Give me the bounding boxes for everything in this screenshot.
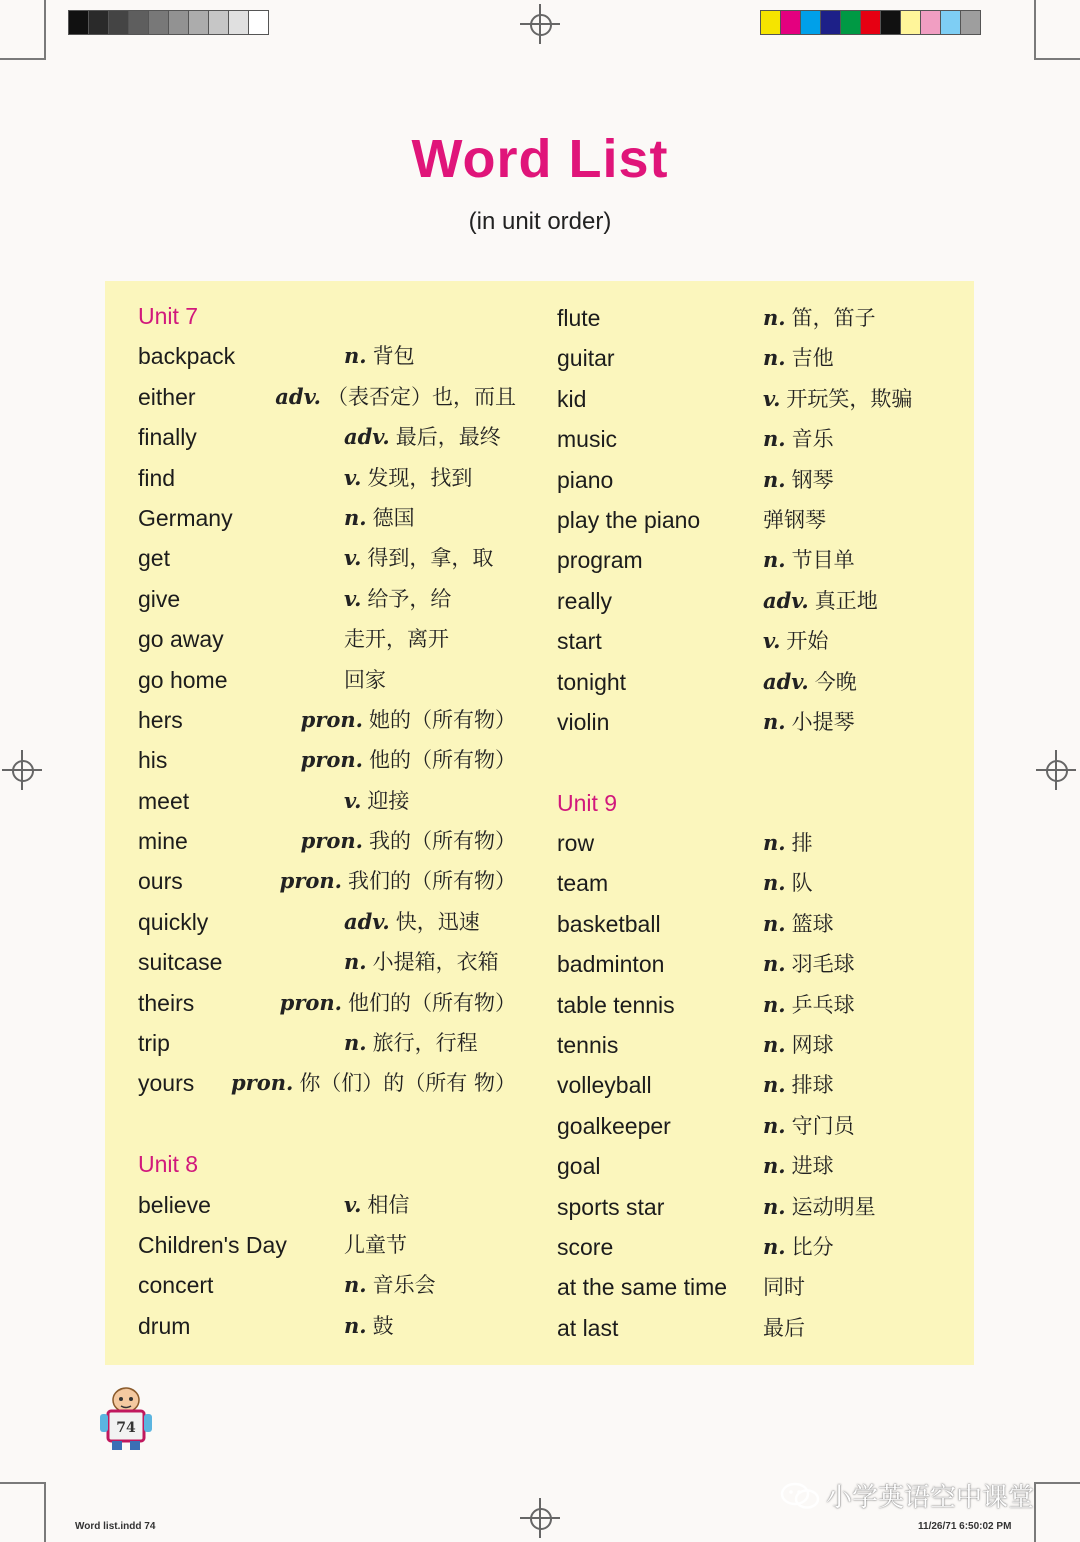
chinese-definition (344, 538, 493, 578)
meaning-text: 走开，离开 (344, 627, 449, 652)
meaning-text: 守门员 (791, 1113, 855, 1138)
english-word: volleyball (557, 1072, 652, 1099)
page-subtitle: (in unit order) (468, 208, 612, 235)
chinese-definition (763, 621, 828, 661)
english-word: hers (138, 706, 183, 733)
english-word: play the piano (557, 506, 701, 533)
part-of-speech: v. (344, 1191, 362, 1217)
english-word: start (557, 628, 602, 655)
english-word: program (557, 547, 643, 574)
meaning-text: 德国 (372, 505, 415, 530)
part-of-speech: n. (344, 1312, 367, 1338)
chinese-definition (763, 985, 855, 1025)
chinese-definition (763, 944, 855, 984)
english-word: quickly (138, 908, 209, 935)
part-of-speech: n. (763, 345, 786, 371)
word-entry (557, 904, 957, 944)
word-entry (557, 1106, 957, 1146)
meaning-text: 儿童节 (344, 1232, 407, 1257)
calibration-swatch (248, 10, 269, 35)
meaning-text: 快，迅速 (395, 909, 480, 934)
part-of-speech: pron. (300, 706, 363, 732)
registration-mark-icon (520, 4, 560, 44)
english-word: drum (138, 1312, 191, 1339)
word-entry (138, 1225, 538, 1265)
english-word: go away (138, 626, 224, 653)
english-word: guitar (557, 345, 615, 372)
word-entry (138, 1185, 538, 1225)
crop-mark (0, 1482, 46, 1484)
part-of-speech: v. (344, 585, 362, 611)
english-word: finally (138, 424, 197, 451)
english-word: tennis (557, 1032, 619, 1059)
meaning-text: 开玩笑，欺骗 (786, 386, 913, 411)
word-entry (138, 1306, 538, 1346)
part-of-speech: n. (344, 1272, 367, 1298)
calibration-swatch (880, 10, 901, 35)
english-word: his (138, 747, 168, 774)
english-word: believe (138, 1191, 211, 1218)
word-entry (557, 702, 957, 742)
part-of-speech: n. (344, 1030, 367, 1056)
meaning-text: （表否定）也，而且 (327, 384, 516, 409)
registration-mark-icon (520, 1498, 560, 1538)
word-entry (557, 338, 957, 378)
meaning-text: 钢琴 (791, 467, 834, 492)
chinese-definition (344, 579, 451, 619)
chinese-definition (344, 458, 472, 498)
part-of-speech: n. (763, 466, 786, 492)
part-of-speech: n. (344, 343, 367, 369)
chinese-definition (763, 1227, 834, 1267)
word-entry (138, 336, 538, 376)
english-word: table tennis (557, 991, 675, 1018)
chinese-definition (344, 336, 415, 376)
word-entry (138, 1265, 538, 1305)
word-entry (557, 500, 957, 540)
spacer (138, 1104, 538, 1144)
chinese-definition (763, 1308, 805, 1348)
color-calibration-bar (760, 10, 980, 35)
english-word: kid (557, 385, 587, 412)
footer-timestamp: 11/26/71 6:50:02 PM (918, 1521, 1012, 1532)
meaning-text: 排球 (791, 1073, 834, 1098)
watermark-text: 小学英语空中课堂 (826, 1482, 1035, 1512)
chinese-definition (763, 581, 878, 621)
english-word: score (557, 1233, 614, 1260)
word-entry (557, 863, 957, 903)
chinese-definition (344, 1306, 394, 1346)
chinese-definition (301, 700, 516, 740)
word-entry (138, 579, 538, 619)
calibration-swatch (820, 10, 841, 35)
spacer (557, 742, 957, 782)
meaning-text: 比分 (791, 1234, 834, 1259)
english-word: really (557, 587, 612, 614)
chinese-definition (344, 902, 480, 942)
word-entry (557, 1267, 957, 1307)
meaning-text: 他的（所有物） (369, 748, 516, 773)
chinese-definition (763, 500, 826, 540)
calibration-swatch (108, 10, 129, 35)
word-entry (557, 460, 957, 500)
crop-mark (0, 58, 46, 60)
meaning-text: 笛，笛子 (791, 306, 876, 330)
crop-mark (1034, 58, 1080, 60)
grayscale-calibration-bar (68, 10, 268, 35)
word-entry (138, 902, 538, 942)
part-of-speech: pron. (230, 1070, 294, 1096)
english-word: music (557, 426, 618, 453)
chinese-definition (763, 338, 834, 378)
english-word: give (138, 585, 181, 612)
meaning-text: 运动明星 (791, 1194, 876, 1219)
part-of-speech: n. (763, 1193, 786, 1219)
word-entry (557, 944, 957, 984)
wechat-icon (780, 1481, 820, 1511)
word-entry (138, 458, 538, 498)
meaning-text: 吉他 (791, 346, 834, 371)
calibration-swatch (88, 10, 109, 35)
chinese-definition (763, 702, 855, 742)
chinese-definition (344, 1265, 436, 1305)
part-of-speech: n. (763, 1233, 786, 1259)
english-word: piano (557, 466, 614, 493)
word-entry (557, 540, 957, 580)
chinese-definition (301, 740, 516, 780)
meaning-text: 节目单 (791, 548, 855, 573)
part-of-speech: n. (763, 910, 786, 936)
meaning-text: 你（们）的（所有 物） (299, 1071, 516, 1096)
part-of-speech: pron. (279, 989, 342, 1015)
part-of-speech: n. (763, 708, 786, 734)
part-of-speech: adv. (763, 668, 809, 694)
unit-heading: Unit 8 (138, 1151, 199, 1178)
english-word: Children's Day (138, 1231, 287, 1258)
unit-heading: Unit 9 (557, 789, 618, 816)
english-word: goalkeeper (557, 1112, 671, 1139)
part-of-speech: n. (763, 870, 786, 896)
footer-file-label: Word list.indd 74 (75, 1521, 156, 1532)
chinese-definition (344, 942, 499, 982)
chinese-definition (344, 1185, 409, 1225)
chinese-definition (344, 1023, 478, 1063)
word-entry (138, 660, 538, 700)
meaning-text: 回家 (344, 667, 386, 692)
part-of-speech: n. (763, 305, 786, 330)
crop-mark (1034, 1482, 1080, 1484)
crop-mark (44, 0, 46, 60)
english-word: at the same time (557, 1274, 728, 1301)
word-entry (138, 821, 538, 861)
english-word: ours (138, 868, 183, 895)
english-word: yours (138, 1070, 195, 1097)
meaning-text: 羽毛球 (791, 952, 855, 977)
chinese-definition (280, 983, 516, 1023)
calibration-swatch (940, 10, 961, 35)
part-of-speech: n. (763, 1032, 786, 1058)
word-entry (138, 1023, 538, 1063)
chinese-definition (344, 660, 386, 700)
word-entry (138, 1063, 538, 1103)
chinese-definition (344, 619, 449, 659)
word-entry (557, 1187, 957, 1227)
part-of-speech: v. (344, 545, 362, 571)
crop-mark (1034, 0, 1036, 60)
chinese-definition (763, 823, 813, 863)
word-entry (557, 985, 957, 1025)
chinese-definition (763, 1025, 834, 1065)
word-list-right-column (557, 298, 957, 1348)
chinese-definition (763, 662, 857, 702)
english-word: go home (138, 666, 228, 693)
part-of-speech: n. (344, 504, 367, 530)
part-of-speech: n. (763, 1153, 786, 1179)
word-entry (557, 379, 957, 419)
chinese-definition (763, 1106, 855, 1146)
calibration-swatch (148, 10, 169, 35)
english-word: Germany (138, 504, 233, 531)
calibration-swatch (208, 10, 229, 35)
calibration-swatch (900, 10, 921, 35)
meaning-text: 给予，给 (367, 586, 452, 611)
watermark (780, 1477, 1034, 1514)
meaning-text: 今晚 (814, 669, 857, 694)
calibration-swatch (760, 10, 781, 35)
meaning-text: 小提琴 (791, 709, 855, 734)
calibration-swatch (840, 10, 861, 35)
word-entry (138, 700, 538, 740)
meaning-text: 小提箱，衣箱 (372, 950, 499, 975)
part-of-speech: pron. (300, 747, 363, 773)
part-of-speech: v. (344, 464, 362, 490)
crop-mark (1034, 1482, 1036, 1542)
meaning-text: 鼓 (372, 1313, 394, 1338)
chinese-definition (344, 417, 501, 457)
part-of-speech: pron. (300, 828, 363, 854)
part-of-speech: n. (763, 830, 786, 856)
word-entry (557, 662, 957, 702)
calibration-swatch (188, 10, 209, 35)
part-of-speech: v. (763, 628, 781, 654)
word-entry (557, 581, 957, 621)
part-of-speech: v. (344, 787, 362, 813)
english-word: concert (138, 1272, 214, 1299)
meaning-text: 开始 (786, 629, 829, 654)
chinese-definition (344, 781, 409, 821)
part-of-speech: n. (763, 1072, 786, 1098)
chinese-definition (231, 1063, 516, 1103)
chinese-definition (275, 377, 516, 417)
word-entry (138, 498, 538, 538)
english-word: tonight (557, 668, 627, 695)
part-of-speech: v. (763, 385, 781, 411)
chinese-definition (763, 1065, 834, 1105)
english-word: at last (557, 1314, 619, 1341)
word-entry (557, 1025, 957, 1065)
calibration-swatch (228, 10, 249, 35)
english-word: team (557, 870, 609, 897)
english-word: find (138, 464, 176, 491)
word-entry (138, 861, 538, 901)
chinese-definition (280, 861, 516, 901)
calibration-swatch (128, 10, 149, 35)
meaning-text: 最后 (763, 1315, 805, 1340)
word-entry (138, 417, 538, 457)
calibration-swatch (860, 10, 881, 35)
meaning-text: 得到，拿，取 (367, 546, 494, 571)
english-word: goal (557, 1153, 601, 1180)
meaning-text: 迎接 (367, 788, 410, 813)
english-word: backpack (138, 343, 236, 370)
page-title: Word List (411, 129, 669, 189)
meaning-text: 排 (791, 831, 813, 856)
word-entry (138, 740, 538, 780)
meaning-text: 相信 (367, 1192, 410, 1217)
meaning-text: 他们的（所有物） (348, 990, 516, 1015)
english-word: either (138, 383, 196, 410)
english-word: badminton (557, 951, 665, 978)
word-entry (557, 298, 957, 338)
part-of-speech: n. (763, 991, 786, 1017)
part-of-speech: n. (344, 949, 367, 975)
registration-mark-icon (2, 750, 42, 790)
word-entry (138, 377, 538, 417)
meaning-text: 旅行，行程 (372, 1031, 478, 1056)
english-word: row (557, 830, 595, 857)
meaning-text: 音乐会 (372, 1273, 436, 1298)
meaning-text: 我的（所有物） (369, 829, 516, 854)
meaning-text: 我们的（所有物） (348, 869, 516, 894)
calibration-swatch (920, 10, 941, 35)
part-of-speech: adv. (275, 383, 321, 409)
meaning-text: 队 (791, 871, 813, 896)
english-word: mine (138, 828, 188, 855)
chinese-definition (763, 1146, 834, 1186)
word-entry (557, 1146, 957, 1186)
word-entry (557, 1308, 957, 1348)
word-entry (557, 419, 957, 459)
meaning-text: 乒乓球 (791, 992, 855, 1017)
meaning-text: 发现，找到 (367, 465, 473, 490)
chinese-definition (763, 460, 834, 500)
unit-heading: Unit 7 (138, 303, 199, 329)
chinese-definition (763, 419, 834, 459)
word-entry (557, 1227, 957, 1267)
meaning-text: 最后，最终 (395, 425, 501, 450)
meaning-text: 篮球 (791, 911, 834, 936)
chinese-definition (763, 1267, 805, 1307)
registration-mark-icon (1036, 750, 1076, 790)
chinese-definition (763, 1187, 876, 1227)
calibration-swatch (68, 10, 89, 35)
english-word: basketball (557, 910, 661, 937)
part-of-speech: n. (763, 547, 786, 573)
word-entry (557, 823, 957, 863)
meaning-text: 进球 (791, 1154, 834, 1179)
meaning-text: 真正地 (814, 588, 878, 613)
english-word: trip (138, 1030, 170, 1057)
chinese-definition (763, 904, 834, 944)
english-word: violin (557, 708, 610, 735)
word-entry (138, 619, 538, 659)
english-word: meet (138, 787, 190, 814)
chinese-definition (763, 540, 855, 580)
part-of-speech: adv. (763, 587, 809, 613)
word-entry (557, 1065, 957, 1105)
part-of-speech: n. (763, 1112, 786, 1138)
english-word: get (138, 545, 170, 572)
calibration-swatch (800, 10, 821, 35)
word-list-left-column (138, 296, 538, 1346)
chinese-definition (763, 298, 876, 338)
word-entry (138, 983, 538, 1023)
chinese-definition (301, 821, 516, 861)
chinese-definition (344, 1225, 407, 1265)
meaning-text: 她的（所有物） (369, 707, 516, 732)
english-word: suitcase (138, 949, 223, 976)
mascot-page-number-icon (94, 1380, 158, 1452)
chinese-definition (763, 379, 912, 419)
chinese-definition (763, 863, 813, 903)
chinese-definition (344, 498, 415, 538)
word-entry (138, 781, 538, 821)
page-number: 74 (116, 1420, 136, 1436)
english-word: sports star (557, 1193, 665, 1220)
meaning-text: 背包 (372, 344, 415, 369)
part-of-speech: adv. (344, 908, 390, 934)
meaning-text: 弹钢琴 (763, 507, 826, 532)
calibration-swatch (780, 10, 801, 35)
english-word: theirs (138, 989, 195, 1016)
word-entry (557, 621, 957, 661)
calibration-swatch (960, 10, 981, 35)
word-entry (138, 942, 538, 982)
english-word: flute (557, 305, 601, 331)
crop-mark (44, 1482, 46, 1542)
part-of-speech: pron. (279, 868, 342, 894)
part-of-speech: adv. (344, 424, 390, 450)
calibration-swatch (168, 10, 189, 35)
part-of-speech: n. (763, 426, 786, 452)
meaning-text: 网球 (791, 1033, 834, 1058)
meaning-text: 音乐 (791, 427, 834, 452)
part-of-speech: n. (763, 951, 786, 977)
meaning-text: 同时 (763, 1275, 805, 1300)
word-entry (138, 538, 538, 578)
